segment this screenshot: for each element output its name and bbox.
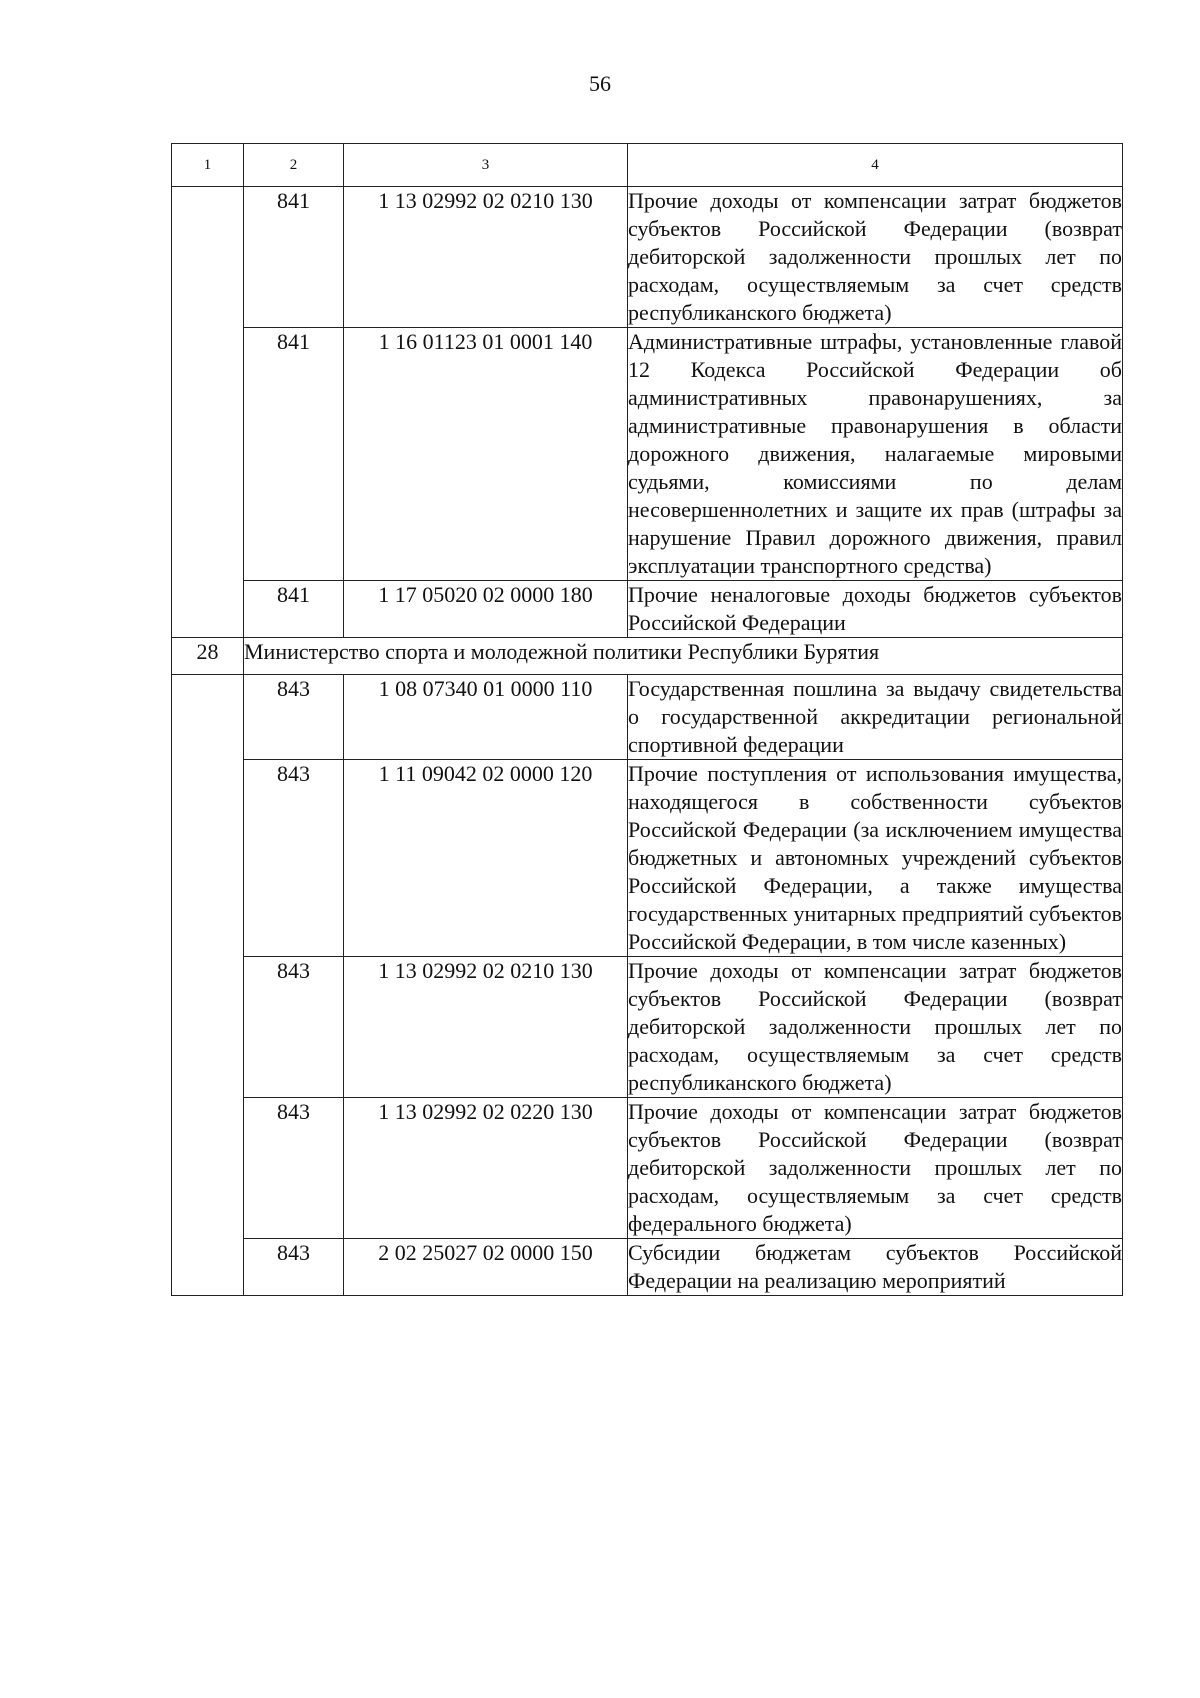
revenue-description-cell: Административные штрафы, установленные главой 12 Кодекса Российской Федерации об административных правонарушениях, за административные правонарушения в области дорожного движения, налагаемые мировыми судьями, комиссиями по делам несовершеннолетних и защите их прав (штрафы за нарушение Правил дорожного движения, правил эксплуатации транспортного средства) bbox=[628, 328, 1123, 581]
table-row bbox=[172, 675, 1123, 760]
column-number-row bbox=[172, 144, 1123, 187]
revenue-code-cell: 1 17 05020 02 0000 180 bbox=[344, 581, 628, 638]
organization-number: 28 bbox=[172, 638, 244, 675]
admin-code-cell: 841 bbox=[244, 581, 344, 638]
table-row bbox=[172, 581, 1123, 638]
admin-code-cell: 841 bbox=[244, 187, 344, 328]
admin-code-cell: 841 bbox=[244, 328, 344, 581]
revenue-code-cell: 1 08 07340 01 0000 110 bbox=[344, 675, 628, 760]
admin-code-cell: 843 bbox=[244, 1239, 344, 1296]
column-number-2: 2 bbox=[244, 144, 344, 187]
table-row bbox=[172, 1098, 1123, 1239]
revenue-description-cell: Государственная пошлина за выдачу свидетельства о государственной аккредитации региональной спортивной федерации bbox=[628, 675, 1123, 760]
column-number-4: 4 bbox=[628, 144, 1123, 187]
revenue-codes-table bbox=[171, 143, 1123, 1296]
group-number-cell bbox=[172, 187, 244, 638]
revenue-description-cell: Прочие доходы от компенсации затрат бюджетов субъектов Российской Федерации (возврат дебиторской задолженности прошлых лет по расходам, осуществляемым за счет средств федерального бюджета) bbox=[628, 1098, 1123, 1239]
admin-code-cell: 843 bbox=[244, 957, 344, 1098]
group-spacer-cell bbox=[172, 675, 244, 1296]
page-number: 56 bbox=[589, 71, 611, 96]
table-row bbox=[172, 760, 1123, 957]
table-row bbox=[172, 1239, 1123, 1296]
organization-name: Министерство спорта и молодежной политики Республики Бурятия bbox=[244, 638, 1123, 675]
revenue-code-cell: 1 13 02992 02 0220 130 bbox=[344, 1098, 628, 1239]
revenue-description-cell: Прочие неналоговые доходы бюджетов субъектов Российской Федерации bbox=[628, 581, 1123, 638]
revenue-code-cell: 1 16 01123 01 0001 140 bbox=[344, 328, 628, 581]
revenue-code-cell: 1 11 09042 02 0000 120 bbox=[344, 760, 628, 957]
column-number-3: 3 bbox=[344, 144, 628, 187]
revenue-description-cell: Прочие доходы от компенсации затрат бюджетов субъектов Российской Федерации (возврат дебиторской задолженности прошлых лет по расходам, осуществляемым за счет средств республиканского бюджета) bbox=[628, 187, 1123, 328]
revenue-description-cell: Прочие доходы от компенсации затрат бюджетов субъектов Российской Федерации (возврат дебиторской задолженности прошлых лет по расходам, осуществляемым за счет средств республиканского бюджета) bbox=[628, 957, 1123, 1098]
admin-code-cell: 843 bbox=[244, 1098, 344, 1239]
revenue-code-cell: 2 02 25027 02 0000 150 bbox=[344, 1239, 628, 1296]
revenue-code-cell: 1 13 02992 02 0210 130 bbox=[344, 187, 628, 328]
organization-row bbox=[172, 638, 1123, 675]
revenue-description-cell: Прочие поступления от использования имущества, находящегося в собственности субъектов Российской Федерации (за исключением имущества бюджетных и автономных учреждений субъектов Российской Федерации, а также имущества государственных унитарных предприятий субъектов Российской Федерации, в том числе казенных) bbox=[628, 760, 1123, 957]
table-row bbox=[172, 957, 1123, 1098]
admin-code-cell: 843 bbox=[244, 760, 344, 957]
revenue-description-cell: Субсидии бюджетам субъектов Российской Федерации на реализацию мероприятий bbox=[628, 1239, 1123, 1296]
table-row bbox=[172, 187, 1123, 328]
revenue-code-cell: 1 13 02992 02 0210 130 bbox=[344, 957, 628, 1098]
admin-code-cell: 843 bbox=[244, 675, 344, 760]
table-row bbox=[172, 328, 1123, 581]
column-number-1: 1 bbox=[172, 144, 244, 187]
